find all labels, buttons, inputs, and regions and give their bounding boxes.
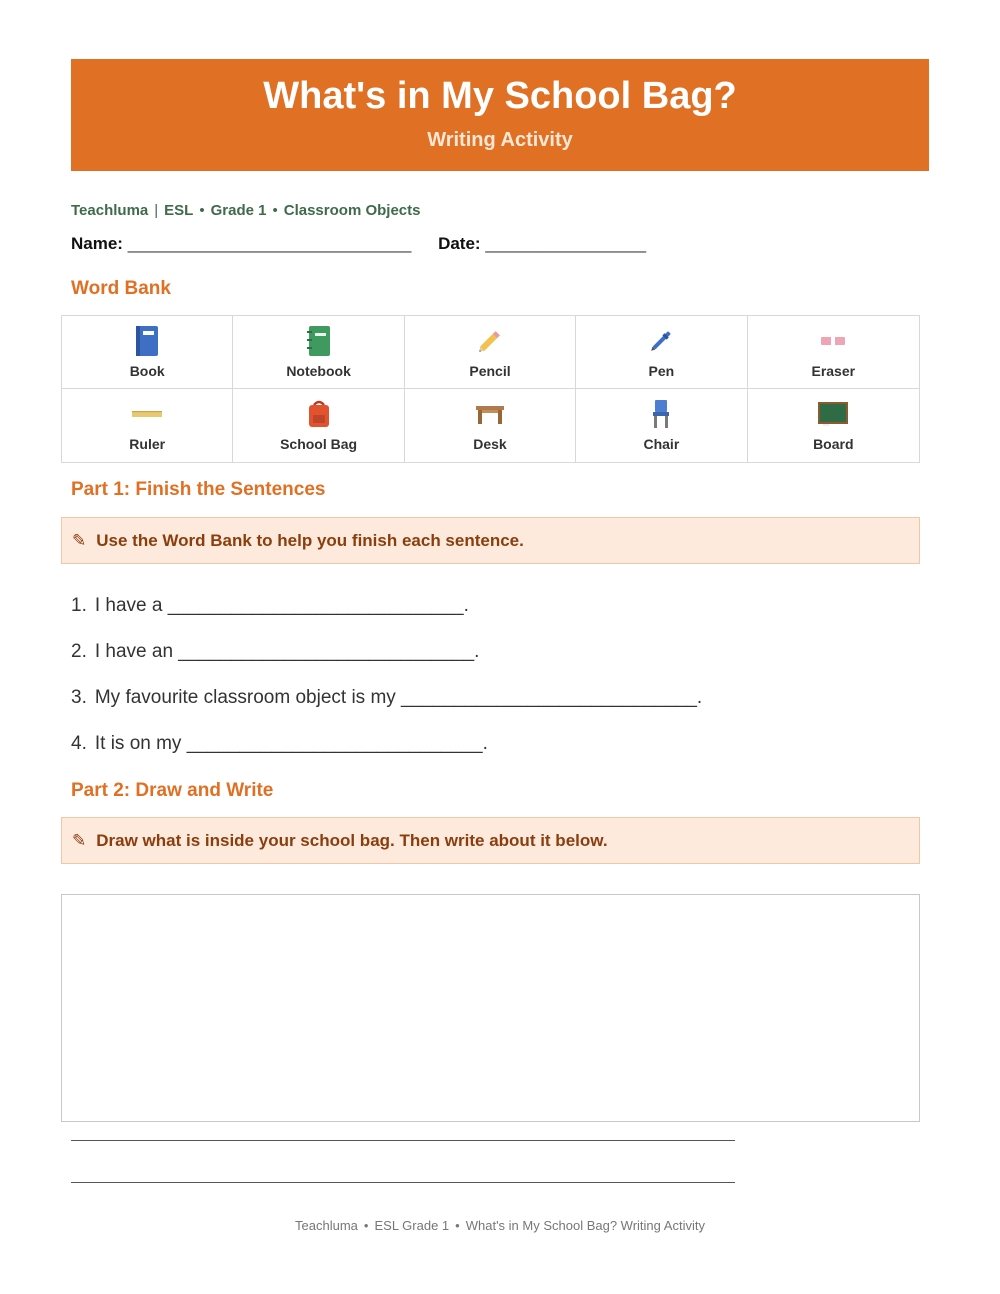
word-bank-label: School Bag — [280, 436, 358, 452]
part1-instruction — [61, 517, 920, 564]
pencil-icon: ✎ — [72, 530, 87, 550]
eraser-icon — [816, 324, 850, 358]
word-bank-label: Chair — [643, 436, 680, 452]
word-bank-item — [233, 316, 404, 389]
sentence-number: 1. — [71, 595, 87, 616]
meta-dot: • — [272, 202, 278, 219]
word-bank-label: Desk — [473, 436, 507, 452]
title-banner — [71, 59, 929, 171]
sentence-text: My favourite classroom object is my ____________________________. — [94, 687, 703, 708]
word-bank-label: Eraser — [811, 363, 856, 379]
page-title: What's in My School Bag? — [263, 75, 737, 117]
meta-line — [71, 202, 420, 219]
meta-grade: Grade 1 — [210, 202, 267, 219]
word-bank-grid — [61, 315, 920, 463]
word-bank-item — [62, 316, 233, 389]
desk-icon — [473, 397, 507, 431]
meta-topic: Classroom Objects — [283, 202, 421, 219]
footer-dot: • — [363, 1218, 369, 1233]
part2-instruction-text: Draw what is inside your school bag. Then write about it below. — [96, 830, 608, 850]
meta-separator: | — [154, 202, 159, 219]
writing-line[interactable] — [71, 1182, 735, 1183]
meta-dot: • — [199, 202, 205, 219]
part2-instruction — [61, 817, 920, 864]
part2-title: Part 2: Draw and Write — [71, 780, 274, 801]
writing-line[interactable] — [71, 1140, 735, 1141]
notebook-icon — [302, 324, 336, 358]
word-bank-label: Pencil — [469, 363, 511, 379]
word-bank-label: Ruler — [129, 436, 166, 452]
word-bank-label: Book — [129, 363, 165, 379]
sentence-number: 2. — [71, 641, 87, 662]
book-icon — [130, 324, 164, 358]
word-bank-item — [405, 316, 576, 389]
footer-dot: • — [455, 1218, 460, 1233]
name-field[interactable]: ______________________________ — [127, 234, 412, 253]
sentence-text: It is on my ____________________________. — [94, 733, 488, 754]
sentence-item[interactable] — [71, 684, 702, 730]
word-bank-item — [62, 389, 233, 462]
sentence-text: I have a ____________________________. — [94, 595, 469, 616]
name-date-row — [71, 234, 646, 254]
word-bank-item — [405, 389, 576, 462]
sentence-list — [71, 592, 702, 776]
word-bank-title: Word Bank — [71, 278, 171, 299]
date-label: Date: — [438, 234, 481, 253]
sentence-item[interactable] — [71, 592, 702, 638]
pencil-icon — [473, 324, 507, 358]
drawing-box[interactable] — [61, 894, 920, 1122]
board-icon — [816, 397, 850, 431]
name-label: Name: — [71, 234, 123, 253]
brand-name: Teachluma — [71, 202, 149, 219]
pencil-icon: ✎ — [72, 830, 87, 850]
school-bag-icon — [302, 397, 336, 431]
sentence-item[interactable] — [71, 730, 702, 776]
word-bank-label: Pen — [648, 363, 675, 379]
word-bank-label: Board — [813, 436, 854, 452]
word-bank-item — [233, 389, 404, 462]
sentence-number: 3. — [71, 687, 87, 708]
page-footer — [0, 1218, 1000, 1233]
page-subtitle: Writing Activity — [427, 129, 573, 151]
footer-brand: Teachluma — [295, 1218, 358, 1233]
word-bank-item — [748, 316, 919, 389]
ruler-icon — [130, 397, 164, 431]
footer-course: ESL Grade 1 — [374, 1218, 450, 1233]
pen-icon — [644, 324, 678, 358]
sentence-text: I have an ____________________________. — [94, 641, 480, 662]
word-bank-item — [748, 389, 919, 462]
meta-subject: ESL — [164, 202, 194, 219]
word-bank-label: Notebook — [286, 363, 351, 379]
word-bank-item — [576, 316, 747, 389]
footer-activity: What's in My School Bag? Writing Activity — [465, 1218, 705, 1233]
chair-icon — [644, 397, 678, 431]
sentence-item[interactable] — [71, 638, 702, 684]
date-field[interactable]: _________________ — [485, 234, 647, 253]
part1-instruction-text: Use the Word Bank to help you finish each sentence. — [96, 530, 524, 550]
sentence-number: 4. — [71, 733, 87, 754]
part1-title: Part 1: Finish the Sentences — [71, 479, 326, 500]
word-bank-item — [576, 389, 747, 462]
